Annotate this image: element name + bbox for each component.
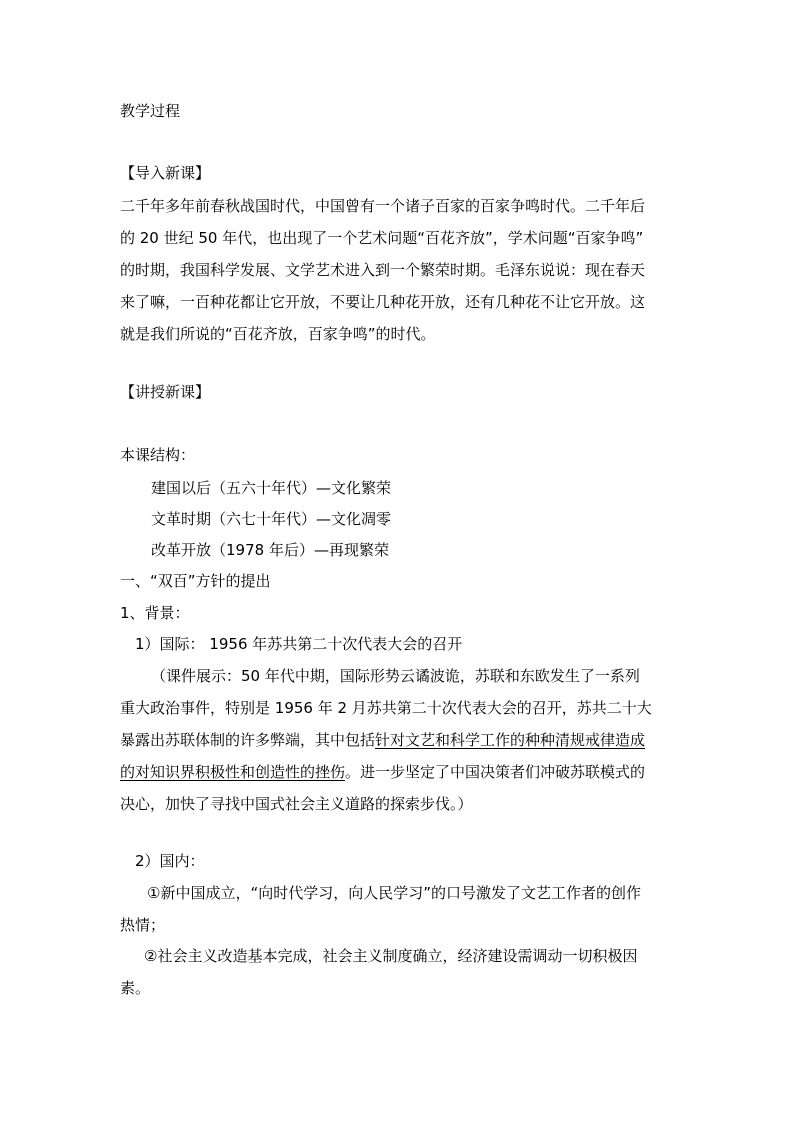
intl-line-4 [120,762,645,782]
international-label: 1）国际： 1956 年苏共第二十次代表大会的召开 [135,635,463,653]
intro-line-5: 就是我们所说的“百花齐放，百家争鸣”的时代。 [120,325,436,343]
page-title: 教学过程 [120,102,181,120]
intro-line-2: 的 20 世纪 50 年代，也出现了一个艺术问题“百花齐放”，学术问题“百家争鸣” [120,229,644,247]
domestic-line-3: ②社会主义改造基本完成，社会主义制度确立，经济建设需调动一切积极因 [144,947,638,965]
new-lesson-heading: 【讲授新课】 [120,383,211,401]
intro-line-3: 的时期，我国科学发展、文学艺术进入到一个繁荣时期。毛泽东说说：现在春天 [120,261,646,279]
domestic-line-1: ①新中国成立，“向时代学习，向人民学习”的口号激发了文艺工作者的创作 [147,884,641,902]
intl-line-4-underlined: 的对知识界积极性和创造性的挫伤 [120,763,346,781]
intl-line-3-text: 暴露出苏联体制的许多弊端，其中包括 [120,731,376,749]
intl-line-5: 决心，加快了寻找中国式社会主义道路的探索步伐。） [120,795,473,813]
part1-title: 一、“双百”方针的提出 [120,572,271,590]
intl-line-3-underlined: 针对文艺和科学工作的种种清规戒律造成 [375,731,646,749]
domestic-label: 2）国内： [135,852,205,870]
intro-line-4: 来了嘛，一百种花都让它开放，不要让几种花开放，还有几种花不让它开放。这 [120,293,646,311]
intl-line-2: 重大政治事件，特别是 1956 年 2 月苏共第二十次代表大会的召开，苏共二十大 [120,699,652,717]
domestic-line-4: 素。 [120,979,151,997]
structure-item-3: 改革开放（1978 年后）—再现繁荣 [151,541,389,559]
intro-line-1: 二千年多年前春秋战国时代，中国曾有一个诸子百家的百家争鸣时代。二千年后 [120,197,646,215]
background-label: 1、背景： [120,604,190,622]
structure-item-1: 建国以后（五六十年代）—文化繁荣 [151,479,392,497]
intl-line-4-text: 。进一步坚定了中国决策者们冲破苏联模式的 [345,763,646,781]
domestic-line-2: 热情； [120,916,166,934]
structure-item-2: 文革时期（六七十年代）—文化凋零 [151,510,392,528]
structure-label: 本课结构： [120,446,196,464]
intro-heading: 【导入新课】 [120,164,211,182]
intl-line-1: （课件展示：50 年代中期，国际形势云谲波诡，苏联和东欧发生了一系列 [151,667,640,685]
intl-line-3 [120,730,645,750]
